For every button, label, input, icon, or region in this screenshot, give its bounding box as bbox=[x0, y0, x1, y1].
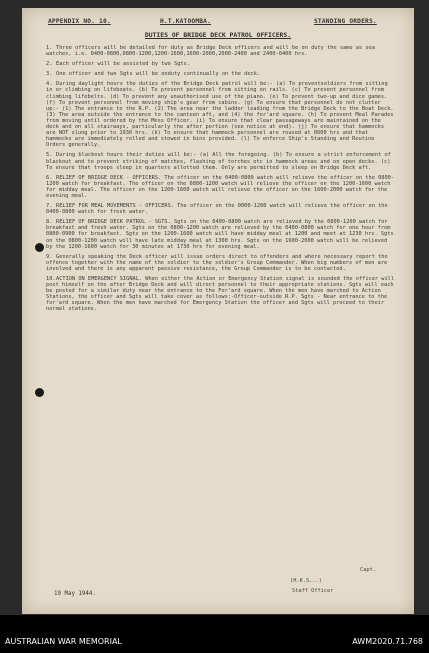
paragraph-9: 9. Generally speaking the Deck officer will issue orders direct to offenders and where necessary report the offence together with the name of the soldier to the soldier's Group Commander. When big numbers of men are involved and there is any apparent passive resistance, the Group Commander is to be contacted. bbox=[46, 253, 388, 272]
document-page bbox=[22, 8, 414, 614]
signature-rank: Capt. bbox=[360, 567, 376, 573]
signature-role: Staff Officer bbox=[292, 588, 334, 594]
paragraph-2: 2. Each officer will be assisted by two Sgts. bbox=[46, 61, 190, 68]
punch-hole bbox=[35, 243, 44, 252]
archive-name: AUSTRALIAN WAR MEMORIAL bbox=[5, 637, 122, 646]
document-date: 19 May 1944. bbox=[54, 591, 96, 597]
document-body bbox=[46, 45, 396, 317]
paragraph-6: 6. RELIEF OF BRIDGE DECK - OFFICERS. The officer on the 0400-0800 watch will relieve the officer on the 0800-1200 watch for breakfast. The officer on the 0800-1200 watch will relieve the officer on the 1200-1600 watch for midday meal. The officer on the 1200-1600 watch will relieve the officer on the 1600-2000 watch for the evening meal. bbox=[46, 174, 395, 199]
archive-footer bbox=[0, 615, 429, 653]
punch-hole bbox=[35, 388, 44, 397]
standing-orders-label: STANDING ORDERS. bbox=[314, 18, 377, 25]
paragraph-7: 7. RELIEF FOR MEAL MOVEMENTS - OFFICERS. The officer on the 0000-1200 watch will relieve the officer on the 0400-0800 watch for fresh water. bbox=[46, 203, 388, 216]
document-title: DUTIES OF BRIDGE DECK PATROL OFFICERS. bbox=[144, 31, 292, 39]
accession-number: AWM2020.71.768 bbox=[352, 637, 423, 646]
paragraph-8: 8. RELIEF OF BRIDGE DECK PATROL - SGTS. Sgts on the 0400-0800 watch are relieved by the 0800-1200 watch for breakfast and fresh water. Sgts on the 0800-1200 watch are relieved by the 0400-0800 watch for one hour from 0800-0900 for breakfast. Sgts on the 1200-1600 watch will have midday meal at 1200 and meet at 1230 hrs. Sgts on the 0800-1200 watch will have late midday meal at 1300 hrs. Sgts on the 1600-2000 watch will be relieved by the 1200-1600 watch for 30 minutes at 1730 hrs for evening meal. bbox=[46, 219, 394, 250]
paragraph-3: 3. One officer and two Sgts will be onduty continually on the deck. bbox=[46, 71, 261, 78]
paragraph-5: 5. During blackout hours their duties will be:- (a) All the foregoing. (b) To ensure a strict enforcement of blackout and to prevent striking of matches, flashing of torches etc in hammock areas and on open decks. (c) To ensure that troops sleep in quarters allotted them. Only are permitted to sleep on Bridge Deck aft. bbox=[46, 152, 391, 171]
paragraph-10: 10.ACTION ON EMERGENCY SIGNAL. When either the Action or Emergency Station signal is sounded the officer will post himself on the after Bridge Deck and will direct personnel to their appropriate stations. Sgts will each be posted for a similar duty near the entrance to the For'ard square. When the men have marched to Action Stations, the officer and Sgts will take cover as follows:-Officer-outside R.P. Sgts - Near entrance to the for'ard square. When the men have marched for Emergency Station the officer and Sgts will proceed to their normal stations. bbox=[46, 276, 395, 313]
signature-name: (H.K.S...) bbox=[290, 578, 322, 584]
appendix-label: APPENDIX NO. 10. bbox=[48, 18, 111, 25]
paragraph-4: 4. During daylight hours the duties of the Bridge Deck patrol will be:- (a) To preventsoldiers from sitting in or climbing on lifeboats. (b) To prevent personnel from sitting on rails. (c) To prevent personnel from climbing lifebelts. (d) To prevent any unauthorised use of the piano. (e) To prevent two-up and dice games. (f) To prevent personnel from moving ship's gear from cabins. (g) To ensure that personnel do not clutter up:- (1) The entrance to the R.P. (2) The area near the ladder leading from the Bridge Deck to the Boat Deck. (3) The area outside the entrance to the canteen aft, and (4) the for'ard square. (h) To prevent Meal Parades from moving until ordered by the Mess Officer. (i) To ensure that clear passageways are maintained on the deck and on all stairways, particularly the after portion (see notice at end). (j) To ensure that hammocks are NOT slung prior to 1930 hrs. (k) To ensure that hammock personnel are roused at 0600 hrs and that hammocks are immediately rolled and stowed in bins provided. (l) To enforce Ship's Standing and Routine Orders generally. bbox=[46, 81, 394, 149]
ship-name: H.T.KATOOMBA. bbox=[160, 18, 212, 25]
paragraph-1: 1. Three officers will be detailed for duty as Bridge Deck officers and will be on duty the same as sea watches, i.e. 0400-0800,0800-1200,1200-1600,1600-2000,2000-2400 and 2400-0400 hrs. bbox=[46, 45, 375, 58]
